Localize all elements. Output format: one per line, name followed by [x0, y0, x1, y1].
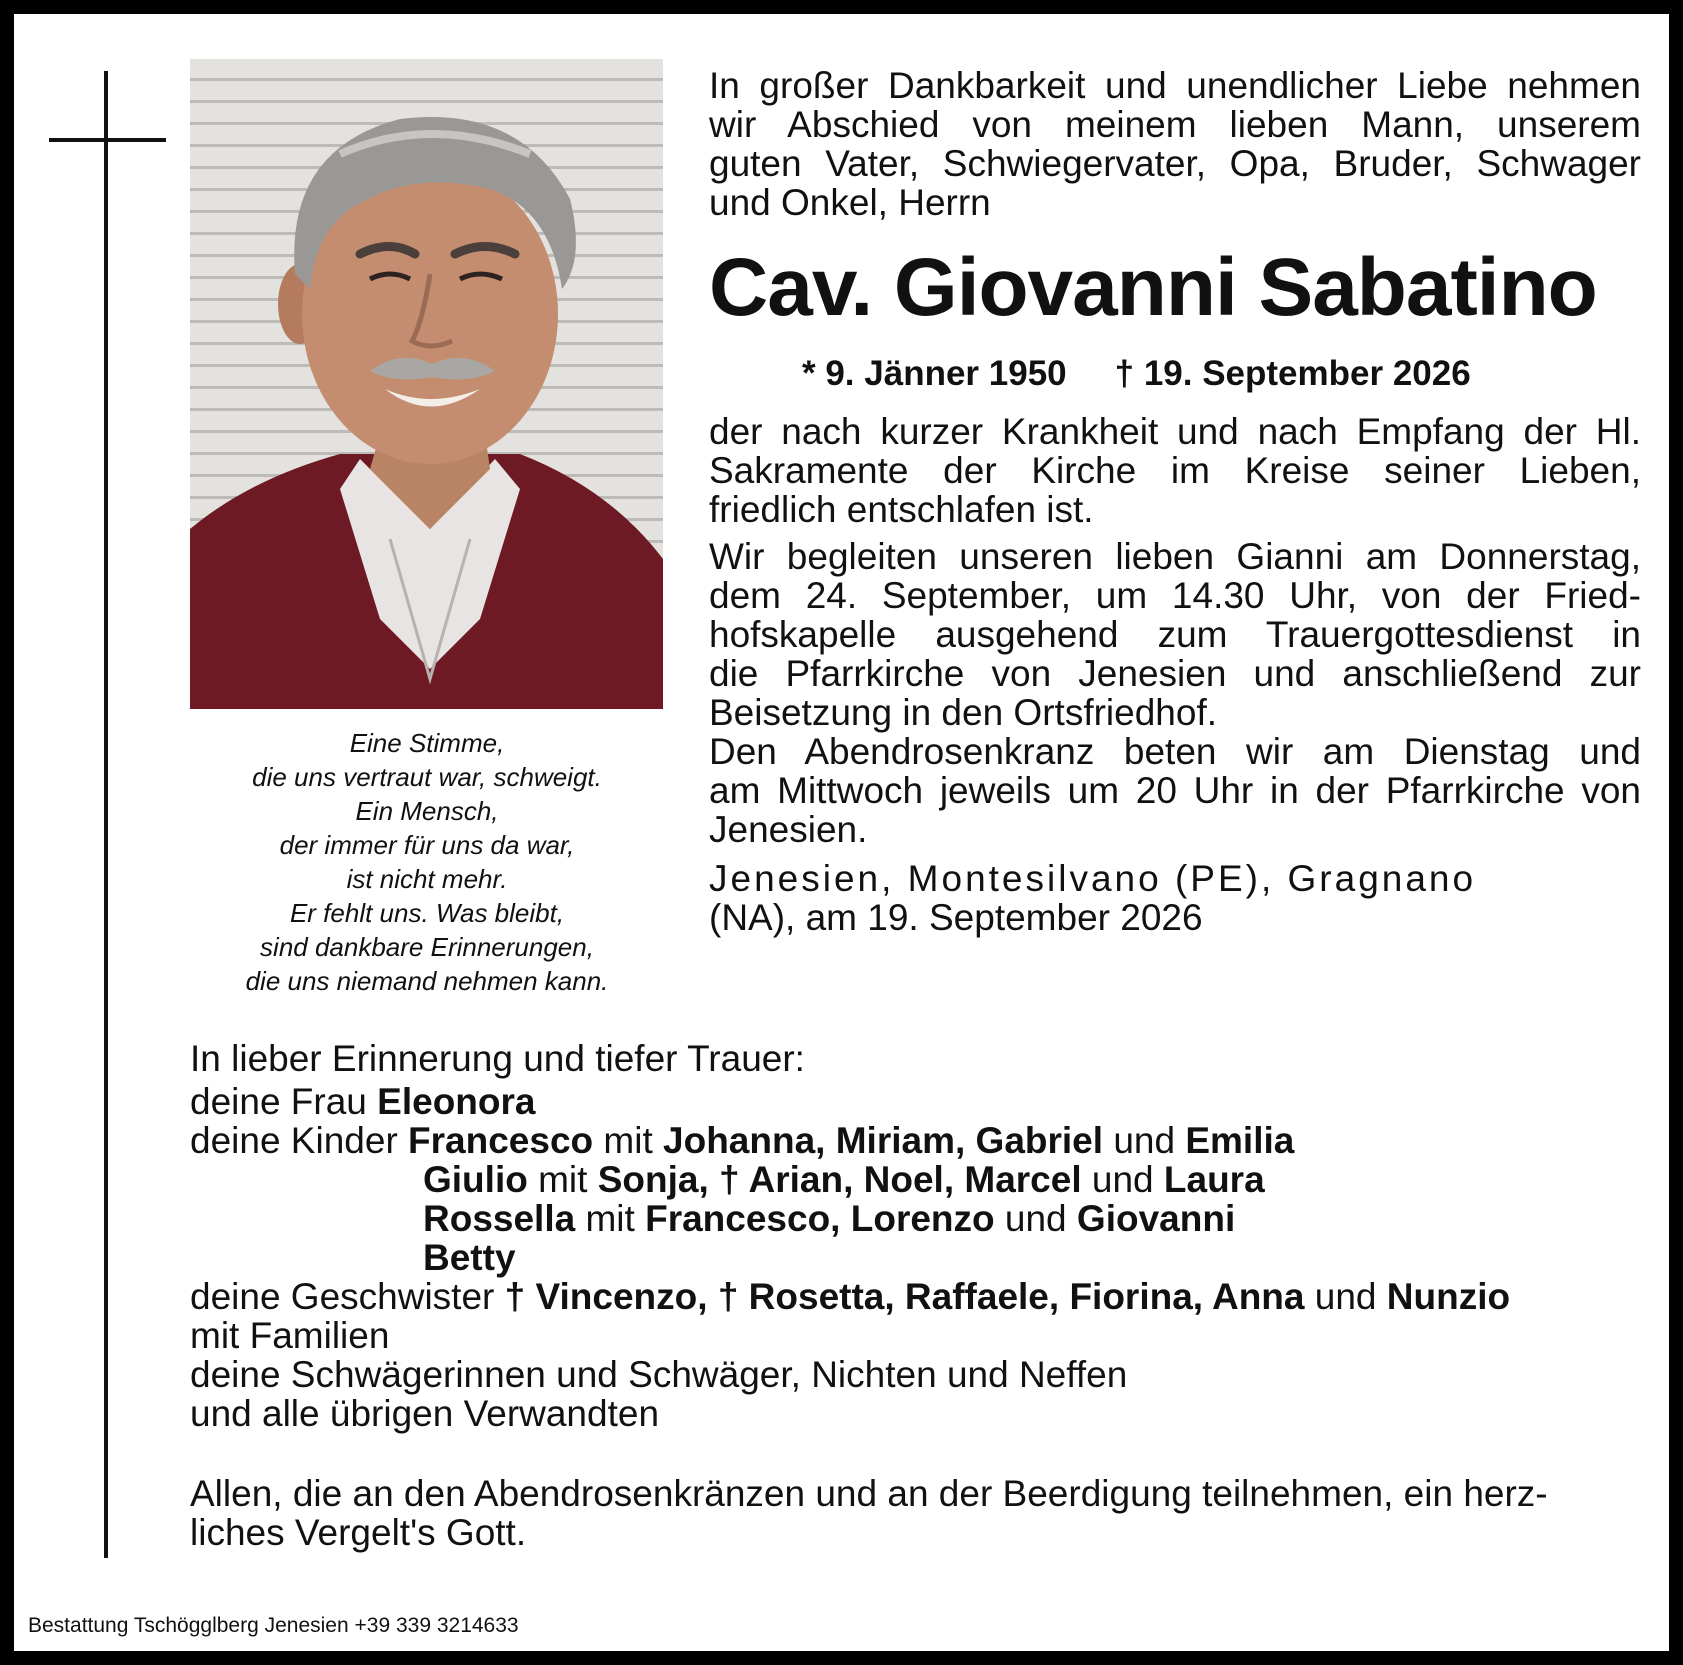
mourner-row-child	[190, 1121, 1650, 1160]
poem-line: Er fehlt uns. Was bleibt,	[289, 898, 565, 928]
poem-line: die uns vertraut war, schweigt.	[252, 762, 602, 792]
funeral-home-footer: Bestattung Tschögglberg Jenesien +39 339 3214633	[28, 1614, 519, 1637]
birth-date: * 9. Jänner 1950	[802, 354, 1067, 393]
death-line: der nach kurzer Krankheit und nach Empfang der Hl.	[709, 411, 1641, 452]
thanks-line: Allen, die an den Abendrosenkränzen und an der Beerdigung teilnehmen, ein herz-	[190, 1473, 1548, 1514]
place-line: (NA), am 19. September 2026	[709, 897, 1203, 938]
life-dates	[709, 354, 1641, 394]
mourner-connector: und	[1081, 1159, 1164, 1200]
death-line: Sakramente der Kirche im Kreise seiner Lieben,	[709, 450, 1641, 491]
cross-horizontal-bar	[49, 138, 166, 142]
mourner-connector: und	[1103, 1120, 1186, 1161]
place-line: Jenesien, Montesilvano (PE), Gragnano	[709, 858, 1477, 899]
mourners-lead: In lieber Erinnerung und tiefer Trauer:	[190, 1038, 805, 1079]
mourner-row-relatives: und alle übrigen Verwandten	[190, 1393, 660, 1434]
mourner-row-child	[190, 1199, 1650, 1238]
mourner-row-siblings-suffix: mit Familien	[190, 1315, 390, 1356]
mourner-family: † Vincenzo, † Rosetta, Raffaele, Fiorina, Anna	[504, 1276, 1305, 1317]
funeral-line: Jenesien.	[709, 809, 868, 850]
intro-line: guten Vater, Schwiegervater, Opa, Bruder, Schwager	[709, 143, 1641, 184]
poem	[182, 726, 672, 998]
funeral-line: Wir begleiten unseren lieben Gianni am Donnerstag,	[709, 536, 1641, 577]
mourner-row-siblings	[190, 1277, 1650, 1316]
mourner-name: Francesco	[408, 1120, 594, 1161]
intro-line: und Onkel, Herrn	[709, 182, 991, 223]
mourner-name: Betty	[423, 1237, 516, 1278]
mourner-row-child	[190, 1160, 1650, 1199]
funeral-line: Den Abendrosenkranz beten wir am Dienstag und	[709, 731, 1641, 772]
poem-line: der immer für uns da war,	[279, 830, 575, 860]
funeral-line: dem 24. September, um 14.30 Uhr, von der Fried-	[709, 575, 1641, 616]
portrait-photo	[190, 59, 663, 709]
deceased-name: Cav. Giovanni Sabatino	[709, 242, 1597, 333]
mourner-family: Laura	[1163, 1159, 1265, 1200]
death-line: friedlich entschlafen ist.	[709, 489, 1094, 530]
funeral-line: hofskapelle ausgehend zum Trauergottesdienst in	[709, 614, 1641, 655]
mourners-list	[190, 1039, 1650, 1433]
intro-line: wir Abschied von meinem lieben Mann, unserem	[709, 104, 1641, 145]
mourner-label: deine Geschwister	[190, 1276, 505, 1317]
mourner-family: Nunzio	[1386, 1276, 1511, 1317]
mourner-connector: mit	[593, 1120, 664, 1161]
intro-text	[709, 66, 1641, 222]
main-text-column	[709, 66, 1641, 937]
death-date: † 19. September 2026	[1114, 354, 1471, 393]
mourner-name: Eleonora	[377, 1081, 536, 1122]
mourner-row-child	[190, 1238, 1650, 1277]
poem-line: sind dankbare Erinnerungen,	[260, 932, 594, 962]
poem-line: die uns niemand nehmen kann.	[245, 966, 609, 996]
mourner-family: Emilia	[1185, 1120, 1295, 1161]
mourner-connector: und	[1304, 1276, 1387, 1317]
mourner-name: Giulio	[423, 1159, 528, 1200]
mourner-family: Sonja, † Arian, Noel, Marcel	[597, 1159, 1082, 1200]
mourner-row-inlaws: deine Schwägerinnen und Schwäger, Nichten und Neffen	[190, 1354, 1128, 1395]
mourner-connector: mit	[527, 1159, 598, 1200]
mourner-row-wife	[190, 1082, 1650, 1121]
funeral-line: Beisetzung in den Ortsfriedhof.	[709, 692, 1218, 733]
death-text	[709, 412, 1641, 529]
thanks-text	[190, 1474, 1642, 1552]
mourner-family: Giovanni	[1076, 1198, 1236, 1239]
poem-line: Ein Mensch,	[355, 796, 499, 826]
mourner-label: deine Frau	[190, 1081, 378, 1122]
poem-line: Eine Stimme,	[349, 728, 505, 758]
cross-vertical-bar	[104, 71, 108, 1558]
intro-line: In großer Dankbarkeit und unendlicher Liebe nehmen	[709, 65, 1641, 106]
mourner-label: deine Kinder	[190, 1120, 409, 1161]
thanks-line: liches Vergelt's Gott.	[190, 1512, 527, 1553]
place-and-date	[709, 859, 1641, 937]
funeral-line: die Pfarrkirche von Jenesien und anschließend zur	[709, 653, 1641, 694]
poem-line: ist nicht mehr.	[346, 864, 508, 894]
mourner-connector: mit	[575, 1198, 646, 1239]
funeral-text	[709, 537, 1641, 849]
funeral-line: am Mittwoch jeweils um 20 Uhr in der Pfarrkirche von	[709, 770, 1641, 811]
mourner-connector: und	[994, 1198, 1077, 1239]
mourner-name: Rossella	[423, 1198, 576, 1239]
mourner-family: Francesco, Lorenzo	[645, 1198, 995, 1239]
mourner-family: Johanna, Miriam, Gabriel	[663, 1120, 1104, 1161]
